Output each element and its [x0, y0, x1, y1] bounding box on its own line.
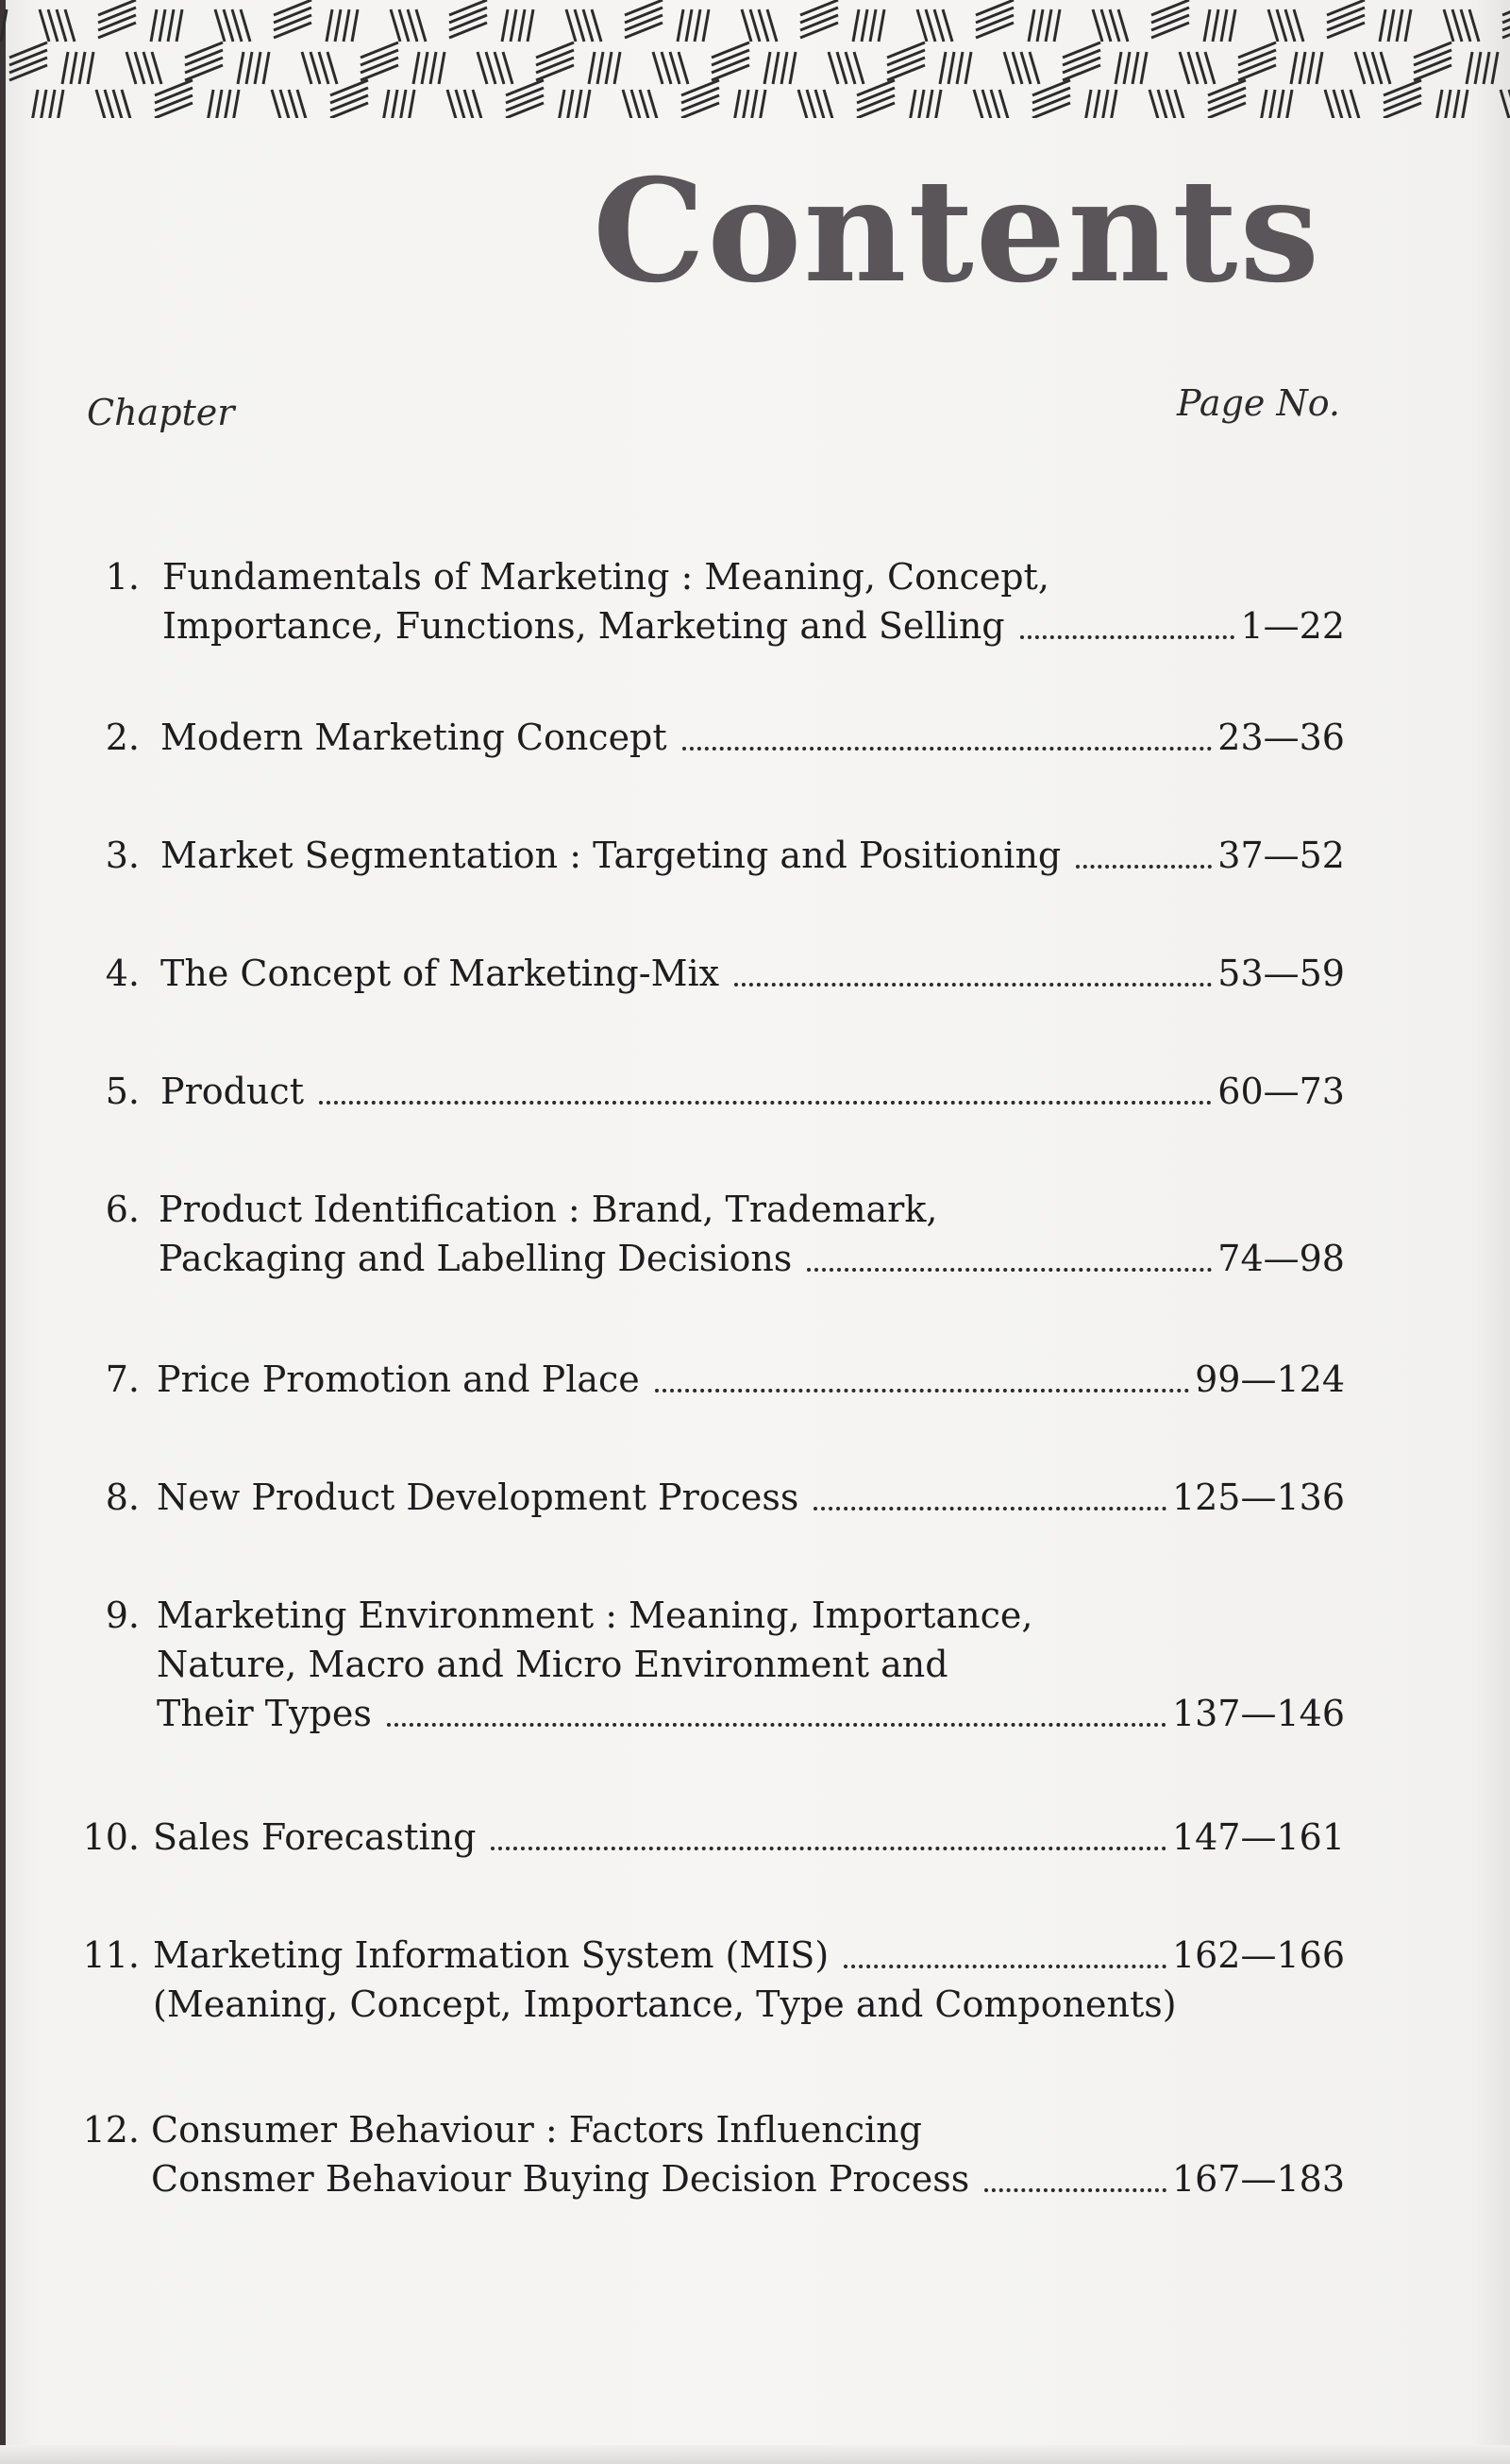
page-range: 147—161: [1171, 1816, 1345, 1858]
chapter-title-text: Sales Forecasting: [153, 1816, 477, 1858]
page-edge: [0, 0, 6, 2464]
chapter-column-header: Chapter: [87, 392, 235, 433]
chapter-number: 4.: [105, 953, 140, 994]
chapter-title-text: Marketing Information System (MIS): [153, 1934, 830, 1976]
page-range: 53—59: [1217, 953, 1345, 994]
page-range: 74—98: [1217, 1238, 1345, 1279]
page-range: 167—183: [1171, 2158, 1345, 2200]
page-range: 37—52: [1217, 835, 1345, 876]
chapter-title-text: Importance, Functions, Marketing and Selling: [162, 605, 1005, 647]
dot-leader: [984, 2188, 1166, 2192]
chapter-title-line: [160, 949, 1345, 998]
chapter-title-line: [151, 2154, 1345, 2203]
chapter-number: 12.: [82, 2109, 140, 2151]
chapter-title-line: [153, 1813, 1345, 1862]
chapter-title-line: [159, 1185, 937, 1234]
chapter-title-text: Their Types: [157, 1693, 372, 1734]
dot-leader: [319, 1101, 1212, 1105]
chapter-title-line: [162, 601, 1345, 650]
chapter-number: 5.: [105, 1071, 140, 1112]
page-bottom-edge: [0, 2445, 1510, 2464]
chapter-title-text: Packaging and Labelling Decisions: [159, 1238, 793, 1279]
chapter-title-line: [157, 1640, 948, 1689]
chapter-title-text: Product Identification : Brand, Trademark,: [159, 1189, 938, 1230]
chapter-title-text: (Meaning, Concept, Importance, Type and Components): [153, 1983, 1177, 2025]
page-range: 60—73: [1217, 1071, 1345, 1112]
chapter-number: 2.: [105, 717, 140, 758]
chapter-title-line: [157, 1591, 1032, 1640]
chapter-number: 8.: [105, 1477, 140, 1518]
dot-leader: [807, 1268, 1212, 1272]
page-number-column-header: Page No.: [1177, 382, 1340, 424]
dot-leader: [814, 1507, 1166, 1510]
dot-leader: [844, 1965, 1166, 1968]
dot-leader: [1020, 635, 1235, 639]
chapter-title-text: Consmer Behaviour Buying Decision Process: [151, 2158, 970, 2200]
chapter-number: 1.: [105, 556, 140, 598]
page-range: 162—166: [1171, 1934, 1345, 1976]
dot-leader: [387, 1723, 1166, 1727]
dot-leader: [491, 1847, 1166, 1850]
chapter-title-text: Price Promotion and Place: [157, 1359, 640, 1400]
chapter-title-text: Consumer Behaviour : Factors Influencing: [151, 2109, 922, 2151]
chapter-title-line: [153, 1980, 1177, 2029]
chapter-title-line: [153, 1931, 1345, 1980]
page-range: 23—36: [1217, 717, 1345, 758]
chapter-title-line: [160, 831, 1345, 880]
chapter-title-text: Product: [160, 1071, 304, 1112]
page-range: 1—22: [1240, 605, 1345, 647]
chapter-title-text: Fundamentals of Marketing : Meaning, Concept,: [162, 556, 1049, 598]
chapter-title-text: The Concept of Marketing-Mix: [160, 953, 720, 994]
dot-leader: [655, 1389, 1189, 1392]
chapter-title-text: Modern Marketing Concept: [160, 717, 667, 758]
chapter-title-line: [160, 1067, 1345, 1116]
chapter-number: 9.: [105, 1595, 140, 1636]
chapter-number: 7.: [105, 1359, 140, 1400]
chapter-title-line: [159, 1234, 1345, 1283]
decorative-pattern-banner: [0, 0, 1510, 118]
page-title: Contents: [592, 148, 1321, 314]
chapter-title-line: [151, 2105, 922, 2154]
chapter-number: 10.: [82, 1816, 140, 1858]
chapter-title-text: Nature, Macro and Micro Environment and: [157, 1644, 948, 1685]
chapter-title-line: [157, 1473, 1345, 1522]
chapter-title-text: Marketing Environment : Meaning, Importance,: [157, 1595, 1033, 1636]
page-range: 137—146: [1171, 1693, 1345, 1734]
page-range: 99—124: [1195, 1359, 1345, 1400]
dot-leader: [682, 747, 1213, 751]
dot-leader: [734, 983, 1212, 987]
chapter-number: 6.: [105, 1189, 140, 1230]
chapter-title-line: [160, 713, 1345, 762]
chapter-title-text: New Product Development Process: [157, 1477, 799, 1518]
page-range: 125—136: [1171, 1477, 1345, 1518]
chapter-number: 11.: [82, 1934, 140, 1976]
dot-leader: [1076, 865, 1212, 869]
chapter-title-line: [157, 1355, 1345, 1404]
chapter-title-line: [157, 1689, 1345, 1738]
chapter-number: 3.: [105, 835, 140, 876]
chapter-title-text: Market Segmentation : Targeting and Positioning: [160, 835, 1062, 876]
chapter-title-line: [162, 552, 1049, 601]
